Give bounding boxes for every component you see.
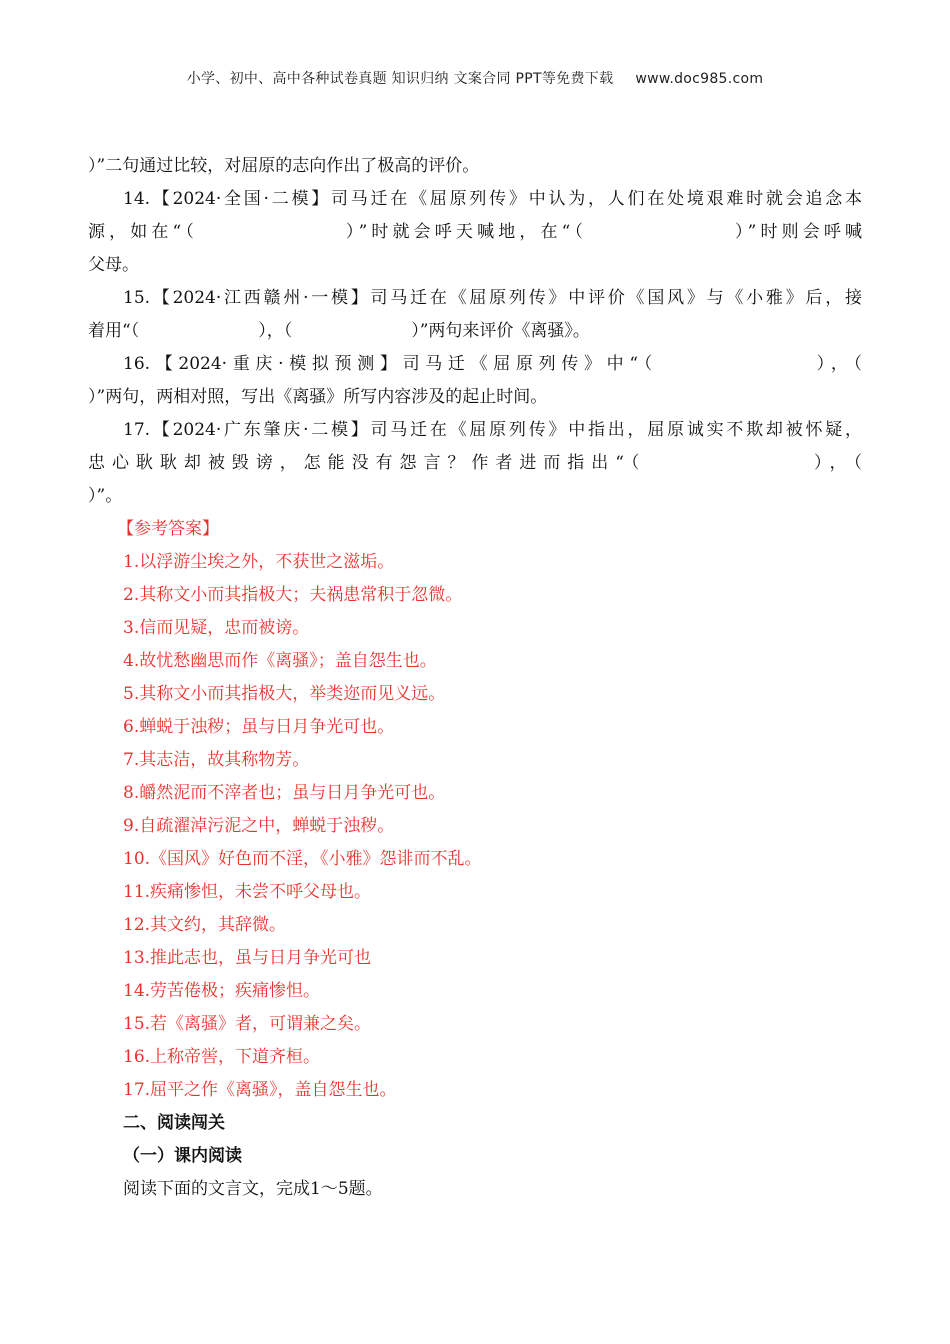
q16-line-1: 16.【2024·重庆·模拟预测】司马迁《屈原列传》中“（ ），（ bbox=[123, 354, 862, 374]
q14-line-2: 源，如在“（ ）”时就会呼天喊地，在“（ ）”时则会呼喊 bbox=[88, 222, 862, 242]
question-15 bbox=[88, 282, 862, 348]
answers-title: 【参考答案】 bbox=[117, 519, 219, 539]
q17-line-3: ）”。 bbox=[88, 486, 123, 506]
reading-instruction: 阅读下面的文言文，完成1～5题。 bbox=[123, 1179, 383, 1199]
answer-item: 12.其文约，其辞微。 bbox=[123, 915, 287, 935]
header-text: 小学、初中、高中各种试卷真题 知识归纳 文案合同 PPT等免费下载 bbox=[186, 71, 614, 87]
answer-item: 8.皭然泥而不滓者也；虽与日月争光可也。 bbox=[123, 783, 446, 803]
subsection-heading-in-class: （一）课内阅读 bbox=[123, 1146, 242, 1166]
answer-item: 14.劳苦倦极；疾痛惨怛。 bbox=[123, 981, 321, 1001]
q14-line-3: 父母。 bbox=[88, 255, 139, 275]
answer-item: 4.故忧愁幽思而作《离骚》；盖自怨生也。 bbox=[123, 651, 437, 671]
answer-item: 10.《国风》好色而不淫，《小雅》怨诽而不乱。 bbox=[123, 849, 482, 869]
document-body bbox=[88, 150, 862, 1206]
question-16 bbox=[88, 348, 862, 414]
answer-item: 6.蝉蜕于浊秽；虽与日月争光可也。 bbox=[123, 717, 395, 737]
q17-line-2: 忠心耿耿却被毁谤，怎能没有怨言？作者进而指出“（ ），（ bbox=[88, 453, 862, 473]
q14-line-1: 14.【2024·全国·二模】司马迁在《屈原列传》中认为，人们在处境艰难时就会追念本 bbox=[123, 189, 862, 209]
answer-item: 17.屈平之作《离骚》，盖自怨生也。 bbox=[123, 1080, 397, 1100]
answer-item: 1.以浮游尘埃之外，不获世之滋垢。 bbox=[123, 552, 395, 572]
q15-line-2: 着用“（ ），（ ）”两句来评价《离骚》。 bbox=[88, 321, 590, 341]
answers-list bbox=[88, 546, 862, 1107]
question-17 bbox=[88, 414, 862, 513]
q17-line-1: 17.【2024·广东肇庆·二模】司马迁在《屈原列传》中指出，屈原诚实不欺却被怀疑， bbox=[123, 420, 862, 440]
section-heading-reading: 二、阅读闯关 bbox=[123, 1113, 225, 1133]
page-header bbox=[0, 68, 950, 88]
answer-item: 9.自疏濯淖污泥之中，蝉蜕于浊秽。 bbox=[123, 816, 395, 836]
answer-item: 11.疾痛惨怛，未尝不呼父母也。 bbox=[123, 882, 372, 902]
header-site-link[interactable]: www.doc985.com bbox=[635, 71, 764, 87]
answer-item: 15.若《离骚》者，可谓兼之矣。 bbox=[123, 1014, 372, 1034]
answer-item: 13.推此志也，虽与日月争光可也 bbox=[123, 948, 372, 968]
question-14 bbox=[88, 183, 862, 282]
answer-item: 7.其志洁，故其称物芳。 bbox=[123, 750, 310, 770]
answer-item: 3.信而见疑，忠而被谤。 bbox=[123, 618, 310, 638]
answer-item: 2.其称文小而其指极大；夫祸患常积于忽微。 bbox=[123, 585, 463, 605]
q13-tail: ）”二句通过比较，对屈原的志向作出了极高的评价。 bbox=[88, 156, 480, 176]
q16-line-2: ）”两句，两相对照，写出《离骚》所写内容涉及的起止时间。 bbox=[88, 387, 548, 407]
q15-line-1: 15.【2024·江西赣州·一模】司马迁在《屈原列传》中评价《国风》与《小雅》后，接 bbox=[123, 288, 862, 308]
answer-item: 16.上称帝喾，下道齐桓。 bbox=[123, 1047, 321, 1067]
answer-item: 5.其称文小而其指极大，举类迩而见义远。 bbox=[123, 684, 446, 704]
